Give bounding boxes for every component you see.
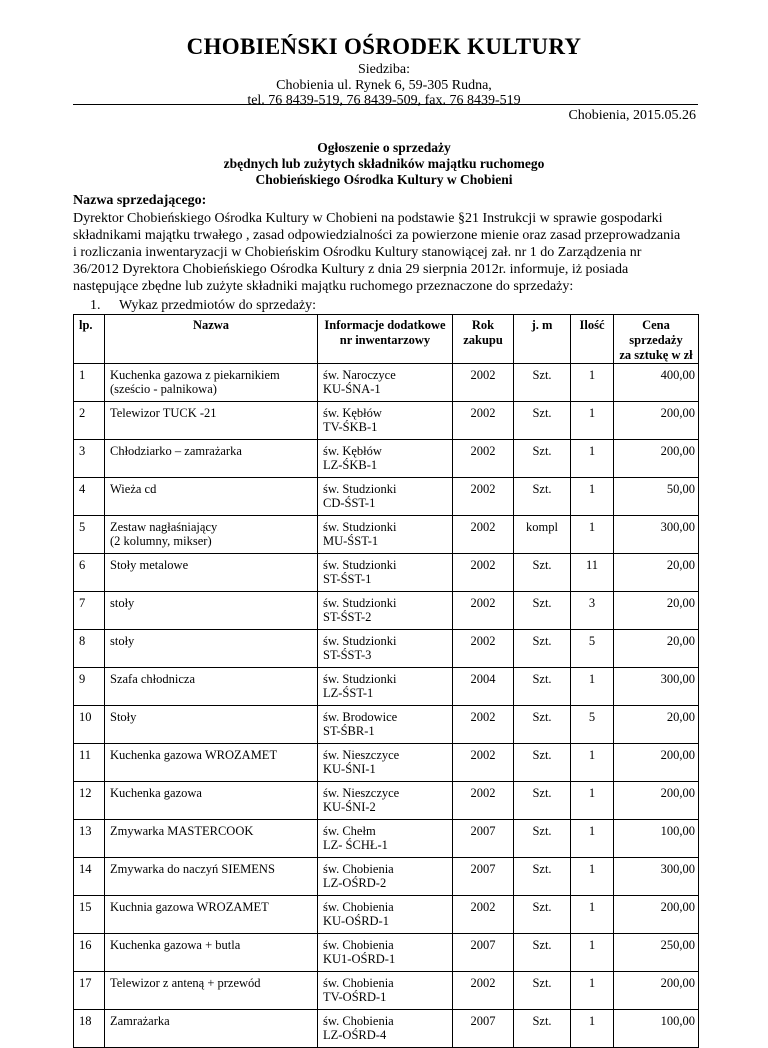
item-location: św. Chobienia bbox=[323, 900, 394, 914]
cell-info bbox=[318, 972, 453, 1010]
cell-year: 2002 bbox=[453, 782, 514, 820]
cell-qty: 1 bbox=[571, 782, 614, 820]
cell-info bbox=[318, 782, 453, 820]
cell-unit: kompl bbox=[514, 516, 571, 554]
cell-info bbox=[318, 516, 453, 554]
cell-unit: Szt. bbox=[514, 478, 571, 516]
cell-unit: Szt. bbox=[514, 782, 571, 820]
item-location: św. Studzionki bbox=[323, 520, 397, 534]
cell-qty: 1 bbox=[571, 744, 614, 782]
cell-lp: 7 bbox=[74, 592, 105, 630]
item-name: Zmywarka MASTERCOOK bbox=[110, 824, 254, 838]
table-row bbox=[74, 402, 699, 440]
table-row bbox=[74, 554, 699, 592]
cell-info bbox=[318, 820, 453, 858]
header-info bbox=[318, 315, 453, 364]
cell-unit: Szt. bbox=[514, 364, 571, 402]
paragraph-line: składnikami majątku trwałego , zasad odpowiedzialności za powierzone mienie oraz zasad przeprowadzania bbox=[73, 228, 681, 243]
item-name-detail: (sześcio - palnikowa) bbox=[110, 382, 217, 396]
table-row bbox=[74, 896, 699, 934]
paragraph-line: następujące zbędne lub zużyte składniki majątku ruchomego przeznaczone do sprzedaży: bbox=[73, 279, 574, 294]
item-location: św. Nieszczyce bbox=[323, 786, 400, 800]
cell-lp: 13 bbox=[74, 820, 105, 858]
cell-unit: Szt. bbox=[514, 972, 571, 1010]
cell-lp: 6 bbox=[74, 554, 105, 592]
cell-qty: 1 bbox=[571, 402, 614, 440]
cell-price: 200,00 bbox=[614, 972, 699, 1010]
item-location: św. Chełm bbox=[323, 824, 376, 838]
item-name: Szafa chłodnicza bbox=[110, 672, 196, 686]
item-location: św. Chobienia bbox=[323, 938, 394, 952]
cell-lp: 1 bbox=[74, 364, 105, 402]
item-name: Telewizor TUCK -21 bbox=[110, 406, 217, 420]
table-row bbox=[74, 592, 699, 630]
item-inventory-number: KU-ŚNA-1 bbox=[323, 382, 381, 396]
cell-qty: 1 bbox=[571, 972, 614, 1010]
paragraph-line: i rozliczania inwentaryzacji w Chobieńskim Ośrodku Kultury stanowiącej zał. nr 1 do Zarządzenia nr bbox=[73, 245, 642, 260]
cell-info bbox=[318, 592, 453, 630]
table-row bbox=[74, 364, 699, 402]
cell-lp: 14 bbox=[74, 858, 105, 896]
cell-year: 2007 bbox=[453, 934, 514, 972]
document-date: Chobienia, 2015.05.26 bbox=[568, 108, 696, 123]
table-row bbox=[74, 782, 699, 820]
cell-name bbox=[105, 934, 318, 972]
paragraph-line: Dyrektor Chobieńskiego Ośrodka Kultury w Chobieni na podstawie §21 Instrukcji w sprawie gospodarki bbox=[73, 211, 663, 226]
item-location: św. Studzionki bbox=[323, 672, 397, 686]
cell-info bbox=[318, 364, 453, 402]
phone-numbers: tel. 76 8439-519, 76 8439-509, fax. 76 8439-519 bbox=[247, 93, 521, 108]
cell-price: 200,00 bbox=[614, 782, 699, 820]
cell-price: 100,00 bbox=[614, 1010, 699, 1048]
item-inventory-number: ST-ŚST-1 bbox=[323, 572, 372, 586]
item-inventory-number: KU-OŚRD-1 bbox=[323, 914, 389, 928]
cell-unit: Szt. bbox=[514, 744, 571, 782]
cell-lp: 12 bbox=[74, 782, 105, 820]
cell-price: 400,00 bbox=[614, 364, 699, 402]
table-row bbox=[74, 820, 699, 858]
cell-price: 200,00 bbox=[614, 440, 699, 478]
table-header-row bbox=[74, 315, 699, 364]
item-inventory-number: KU1-OŚRD-1 bbox=[323, 952, 396, 966]
announcement-subtitle: zbędnych lub zużytych składników majątku ruchomego bbox=[223, 156, 545, 171]
cell-year: 2002 bbox=[453, 478, 514, 516]
cell-name bbox=[105, 744, 318, 782]
cell-info bbox=[318, 402, 453, 440]
cell-qty: 5 bbox=[571, 706, 614, 744]
cell-info bbox=[318, 858, 453, 896]
table-row bbox=[74, 934, 699, 972]
table-row bbox=[74, 744, 699, 782]
cell-price: 300,00 bbox=[614, 858, 699, 896]
item-name: stoły bbox=[110, 634, 135, 648]
cell-price: 300,00 bbox=[614, 668, 699, 706]
cell-year: 2002 bbox=[453, 706, 514, 744]
announcement-organization: Chobieńskiego Ośrodka Kultury w Chobieni bbox=[255, 172, 513, 187]
cell-year: 2002 bbox=[453, 364, 514, 402]
cell-lp: 11 bbox=[74, 744, 105, 782]
cell-info bbox=[318, 896, 453, 934]
cell-price: 20,00 bbox=[614, 706, 699, 744]
cell-info bbox=[318, 706, 453, 744]
header-divider bbox=[73, 104, 698, 105]
cell-qty: 1 bbox=[571, 858, 614, 896]
cell-unit: Szt. bbox=[514, 896, 571, 934]
cell-name bbox=[105, 478, 318, 516]
item-location: św. Nieszczyce bbox=[323, 748, 400, 762]
cell-price: 300,00 bbox=[614, 516, 699, 554]
cell-unit: Szt. bbox=[514, 402, 571, 440]
cell-name bbox=[105, 820, 318, 858]
cell-qty: 1 bbox=[571, 516, 614, 554]
cell-year: 2002 bbox=[453, 440, 514, 478]
item-inventory-number: ST-ŚST-3 bbox=[323, 648, 372, 662]
cell-lp: 8 bbox=[74, 630, 105, 668]
cell-name bbox=[105, 630, 318, 668]
cell-year: 2002 bbox=[453, 972, 514, 1010]
document-title: CHOBIEŃSKI OŚRODEK KULTURY bbox=[186, 34, 582, 59]
header-info-line1: Informacje dodatkowe bbox=[324, 318, 446, 332]
table-row bbox=[74, 858, 699, 896]
seller-heading: Nazwa sprzedającego: bbox=[73, 193, 207, 208]
cell-lp: 17 bbox=[74, 972, 105, 1010]
cell-name bbox=[105, 364, 318, 402]
item-location: św. Chobienia bbox=[323, 862, 394, 876]
item-inventory-number: TV-OŚRD-1 bbox=[323, 990, 387, 1004]
cell-qty: 1 bbox=[571, 820, 614, 858]
item-name: Chłodziarko – zamrażarka bbox=[110, 444, 242, 458]
cell-price: 20,00 bbox=[614, 592, 699, 630]
header-info-line2: nr inwentarzowy bbox=[339, 333, 431, 347]
header-unit: j. m bbox=[514, 315, 571, 364]
table-row bbox=[74, 706, 699, 744]
cell-info bbox=[318, 744, 453, 782]
cell-unit: Szt. bbox=[514, 1010, 571, 1048]
paragraph-line: 36/2012 Dyrektora Chobieńskiego Ośrodka Kultury z dnia 29 sierpnia 2012r. informuje, iż posiada bbox=[73, 262, 629, 277]
cell-price: 250,00 bbox=[614, 934, 699, 972]
cell-lp: 16 bbox=[74, 934, 105, 972]
table-row bbox=[74, 478, 699, 516]
cell-qty: 1 bbox=[571, 478, 614, 516]
cell-lp: 5 bbox=[74, 516, 105, 554]
cell-qty: 1 bbox=[571, 440, 614, 478]
seller-paragraph bbox=[73, 210, 701, 295]
cell-qty: 1 bbox=[571, 668, 614, 706]
cell-name bbox=[105, 896, 318, 934]
item-name: stoły bbox=[110, 596, 135, 610]
item-location: św. Kębłów bbox=[323, 444, 382, 458]
item-inventory-number: KU-ŚNI-2 bbox=[323, 800, 376, 814]
header-year-line2: zakupu bbox=[463, 333, 503, 347]
cell-unit: Szt. bbox=[514, 554, 571, 592]
item-inventory-number: TV-ŚKB-1 bbox=[323, 420, 378, 434]
item-location: św. Studzionki bbox=[323, 634, 397, 648]
cell-qty: 3 bbox=[571, 592, 614, 630]
table-row bbox=[74, 972, 699, 1010]
table-row bbox=[74, 440, 699, 478]
cell-lp: 15 bbox=[74, 896, 105, 934]
item-name: Stoły metalowe bbox=[110, 558, 189, 572]
list-number: 1. bbox=[90, 298, 101, 313]
cell-year: 2007 bbox=[453, 1010, 514, 1048]
cell-lp: 2 bbox=[74, 402, 105, 440]
item-name: Zamrażarka bbox=[110, 1014, 170, 1028]
cell-name bbox=[105, 516, 318, 554]
announcement-title: Ogłoszenie o sprzedaży bbox=[317, 140, 451, 155]
cell-unit: Szt. bbox=[514, 858, 571, 896]
cell-year: 2002 bbox=[453, 554, 514, 592]
table-row bbox=[74, 668, 699, 706]
cell-qty: 1 bbox=[571, 364, 614, 402]
cell-info bbox=[318, 630, 453, 668]
header-price bbox=[614, 315, 699, 364]
cell-price: 100,00 bbox=[614, 820, 699, 858]
cell-year: 2002 bbox=[453, 516, 514, 554]
item-name: Kuchnia gazowa WROZAMET bbox=[110, 900, 269, 914]
cell-year: 2002 bbox=[453, 896, 514, 934]
cell-name bbox=[105, 592, 318, 630]
cell-unit: Szt. bbox=[514, 706, 571, 744]
header-name: Nazwa bbox=[105, 315, 318, 364]
cell-qty: 1 bbox=[571, 1010, 614, 1048]
item-location: św. Studzionki bbox=[323, 482, 397, 496]
item-name: Kuchenka gazowa bbox=[110, 786, 202, 800]
list-label: Wykaz przedmiotów do sprzedaży: bbox=[119, 298, 317, 313]
item-inventory-number: KU-ŚNI-1 bbox=[323, 762, 376, 776]
cell-unit: Szt. bbox=[514, 592, 571, 630]
header-price-line2: za sztukę w zł bbox=[619, 348, 693, 362]
cell-unit: Szt. bbox=[514, 630, 571, 668]
header-year-line1: Rok bbox=[471, 318, 495, 332]
item-name: Stoły bbox=[110, 710, 137, 724]
item-inventory-number: LZ- ŚCHŁ-1 bbox=[323, 838, 388, 852]
cell-qty: 1 bbox=[571, 934, 614, 972]
cell-info bbox=[318, 668, 453, 706]
item-name: Kuchenka gazowa + butla bbox=[110, 938, 241, 952]
item-name: Zmywarka do naczyń SIEMENS bbox=[110, 862, 275, 876]
cell-price: 200,00 bbox=[614, 896, 699, 934]
cell-qty: 5 bbox=[571, 630, 614, 668]
items-table bbox=[73, 314, 699, 1048]
cell-year: 2002 bbox=[453, 402, 514, 440]
item-inventory-number: ST-ŚBR-1 bbox=[323, 724, 375, 738]
item-name: Telewizor z anteną + przewód bbox=[110, 976, 261, 990]
header-year bbox=[453, 315, 514, 364]
cell-price: 200,00 bbox=[614, 744, 699, 782]
item-location: św. Chobienia bbox=[323, 976, 394, 990]
cell-unit: Szt. bbox=[514, 440, 571, 478]
seat-label: Siedziba: bbox=[357, 62, 411, 77]
cell-lp: 18 bbox=[74, 1010, 105, 1048]
item-name: Wieża cd bbox=[110, 482, 157, 496]
cell-lp: 10 bbox=[74, 706, 105, 744]
cell-name bbox=[105, 972, 318, 1010]
table-row bbox=[74, 630, 699, 668]
table-body bbox=[74, 364, 699, 1048]
item-name: Kuchenka gazowa z piekarnikiem bbox=[110, 368, 280, 382]
cell-unit: Szt. bbox=[514, 820, 571, 858]
cell-unit: Szt. bbox=[514, 934, 571, 972]
header-qty: Ilość bbox=[571, 315, 614, 364]
item-inventory-number: LZ-OŚRD-2 bbox=[323, 876, 387, 890]
cell-info bbox=[318, 934, 453, 972]
cell-price: 200,00 bbox=[614, 402, 699, 440]
cell-year: 2002 bbox=[453, 592, 514, 630]
item-name: Kuchenka gazowa WROZAMET bbox=[110, 748, 278, 762]
header-lp: lp. bbox=[74, 315, 105, 364]
cell-info bbox=[318, 554, 453, 592]
cell-name bbox=[105, 782, 318, 820]
item-inventory-number: ST-ŚST-2 bbox=[323, 610, 372, 624]
item-location: św. Studzionki bbox=[323, 596, 397, 610]
cell-year: 2007 bbox=[453, 858, 514, 896]
item-location: św. Naroczyce bbox=[323, 368, 396, 382]
item-location: św. Studzionki bbox=[323, 558, 397, 572]
cell-lp: 4 bbox=[74, 478, 105, 516]
item-inventory-number: LZ-ŚST-1 bbox=[323, 686, 374, 700]
cell-name bbox=[105, 402, 318, 440]
cell-unit: Szt. bbox=[514, 668, 571, 706]
cell-lp: 9 bbox=[74, 668, 105, 706]
item-name-detail: (2 kolumny, mikser) bbox=[110, 534, 212, 548]
table-row bbox=[74, 516, 699, 554]
item-inventory-number: LZ-OŚRD-4 bbox=[323, 1028, 387, 1042]
cell-year: 2002 bbox=[453, 630, 514, 668]
address: Chobienia ul. Rynek 6, 59-305 Rudna, bbox=[276, 78, 492, 93]
cell-name bbox=[105, 1010, 318, 1048]
cell-year: 2007 bbox=[453, 820, 514, 858]
item-location: św. Kębłów bbox=[323, 406, 382, 420]
cell-info bbox=[318, 478, 453, 516]
cell-name bbox=[105, 440, 318, 478]
cell-name bbox=[105, 858, 318, 896]
item-location: św. Brodowice bbox=[323, 710, 398, 724]
cell-qty: 11 bbox=[571, 554, 614, 592]
cell-price: 50,00 bbox=[614, 478, 699, 516]
item-location: św. Chobienia bbox=[323, 1014, 394, 1028]
cell-qty: 1 bbox=[571, 896, 614, 934]
item-inventory-number: CD-ŚST-1 bbox=[323, 496, 376, 510]
cell-lp: 3 bbox=[74, 440, 105, 478]
cell-info bbox=[318, 440, 453, 478]
item-inventory-number: MU-ŚST-1 bbox=[323, 534, 379, 548]
table-row bbox=[74, 1010, 699, 1048]
header-price-line1: Cena sprzedaży bbox=[629, 318, 683, 347]
cell-price: 20,00 bbox=[614, 554, 699, 592]
item-name: Zestaw nagłaśniający bbox=[110, 520, 218, 534]
cell-year: 2004 bbox=[453, 668, 514, 706]
cell-price: 20,00 bbox=[614, 630, 699, 668]
cell-name bbox=[105, 668, 318, 706]
item-inventory-number: LZ-ŚKB-1 bbox=[323, 458, 378, 472]
cell-year: 2002 bbox=[453, 744, 514, 782]
cell-name bbox=[105, 554, 318, 592]
cell-info bbox=[318, 1010, 453, 1048]
cell-name bbox=[105, 706, 318, 744]
